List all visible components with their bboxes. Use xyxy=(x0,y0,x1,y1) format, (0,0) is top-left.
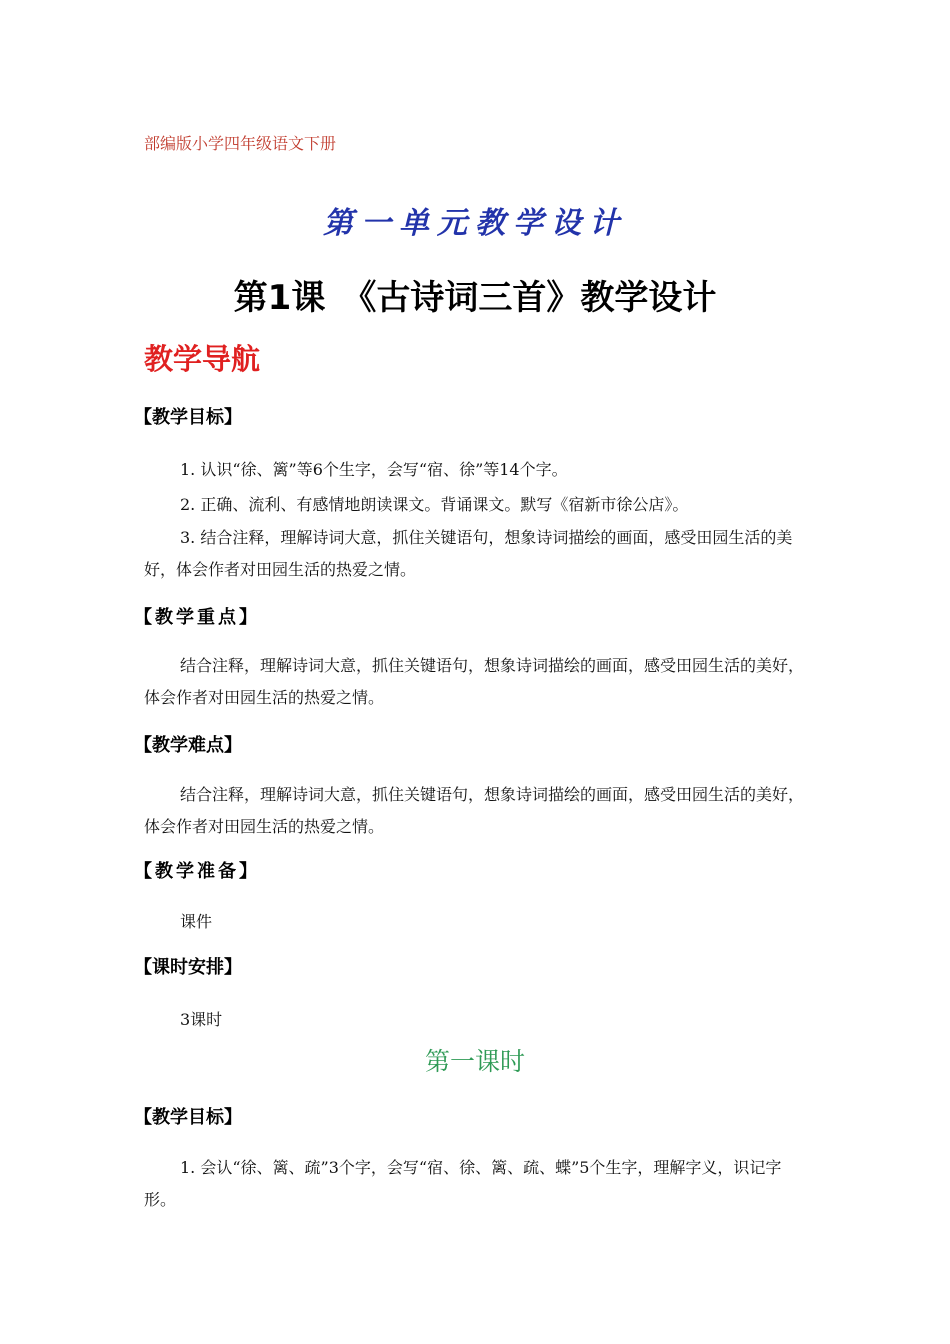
preparation-text: 课件 xyxy=(180,912,213,931)
schedule-heading: 【课时安排】 xyxy=(134,957,242,978)
first-period-objectives-heading: 【教学目标】 xyxy=(134,1107,242,1128)
schedule-text: 3课时 xyxy=(180,1010,223,1029)
objective-item: 2. 正确、流利、有感情地朗读课文。背诵课文。默写《宿新市徐公店》。 xyxy=(180,495,689,514)
key-points-heading: 【教学重点】 xyxy=(134,607,260,628)
preparation-heading: 【教学准备】 xyxy=(134,861,260,882)
key-points-text: 结合注释，理解诗词大意，抓住关键语句，想象诗词描绘的画面，感受田园生活的美好，体会作者对田园生活的热爱之情。 xyxy=(144,656,805,707)
first-period-objective-item: 1. 会认“徐、篱、疏”3个字，会写“宿、徐、篱、疏、蝶”5个生字，理解字义，识记字形。 xyxy=(144,1158,782,1209)
unit-title: 第一单元教学设计 xyxy=(323,206,627,241)
first-period-title: 第一课时 xyxy=(424,1047,525,1076)
objectives-heading: 【教学目标】 xyxy=(134,407,242,428)
lesson-title: 第1课 《古诗词三首》教学设计 xyxy=(233,278,717,318)
difficulties-heading: 【教学难点】 xyxy=(134,735,242,756)
objective-item: 1. 认识“徐、篱”等6个生字，会写“宿、徐”等14个字。 xyxy=(180,460,568,479)
difficulties-text: 结合注释，理解诗词大意，抓住关键语句，想象诗词描绘的画面，感受田园生活的美好，体会作者对田园生活的热爱之情。 xyxy=(144,785,805,836)
header-label: 部编版小学四年级语文下册 xyxy=(144,134,337,153)
teaching-navigation-title: 教学导航 xyxy=(144,342,261,376)
objective-item: 3. 结合注释，理解诗词大意，抓住关键语句，想象诗词描绘的画面，感受田园生活的美好，体会作者对田园生活的热爱之情。 xyxy=(144,528,793,579)
